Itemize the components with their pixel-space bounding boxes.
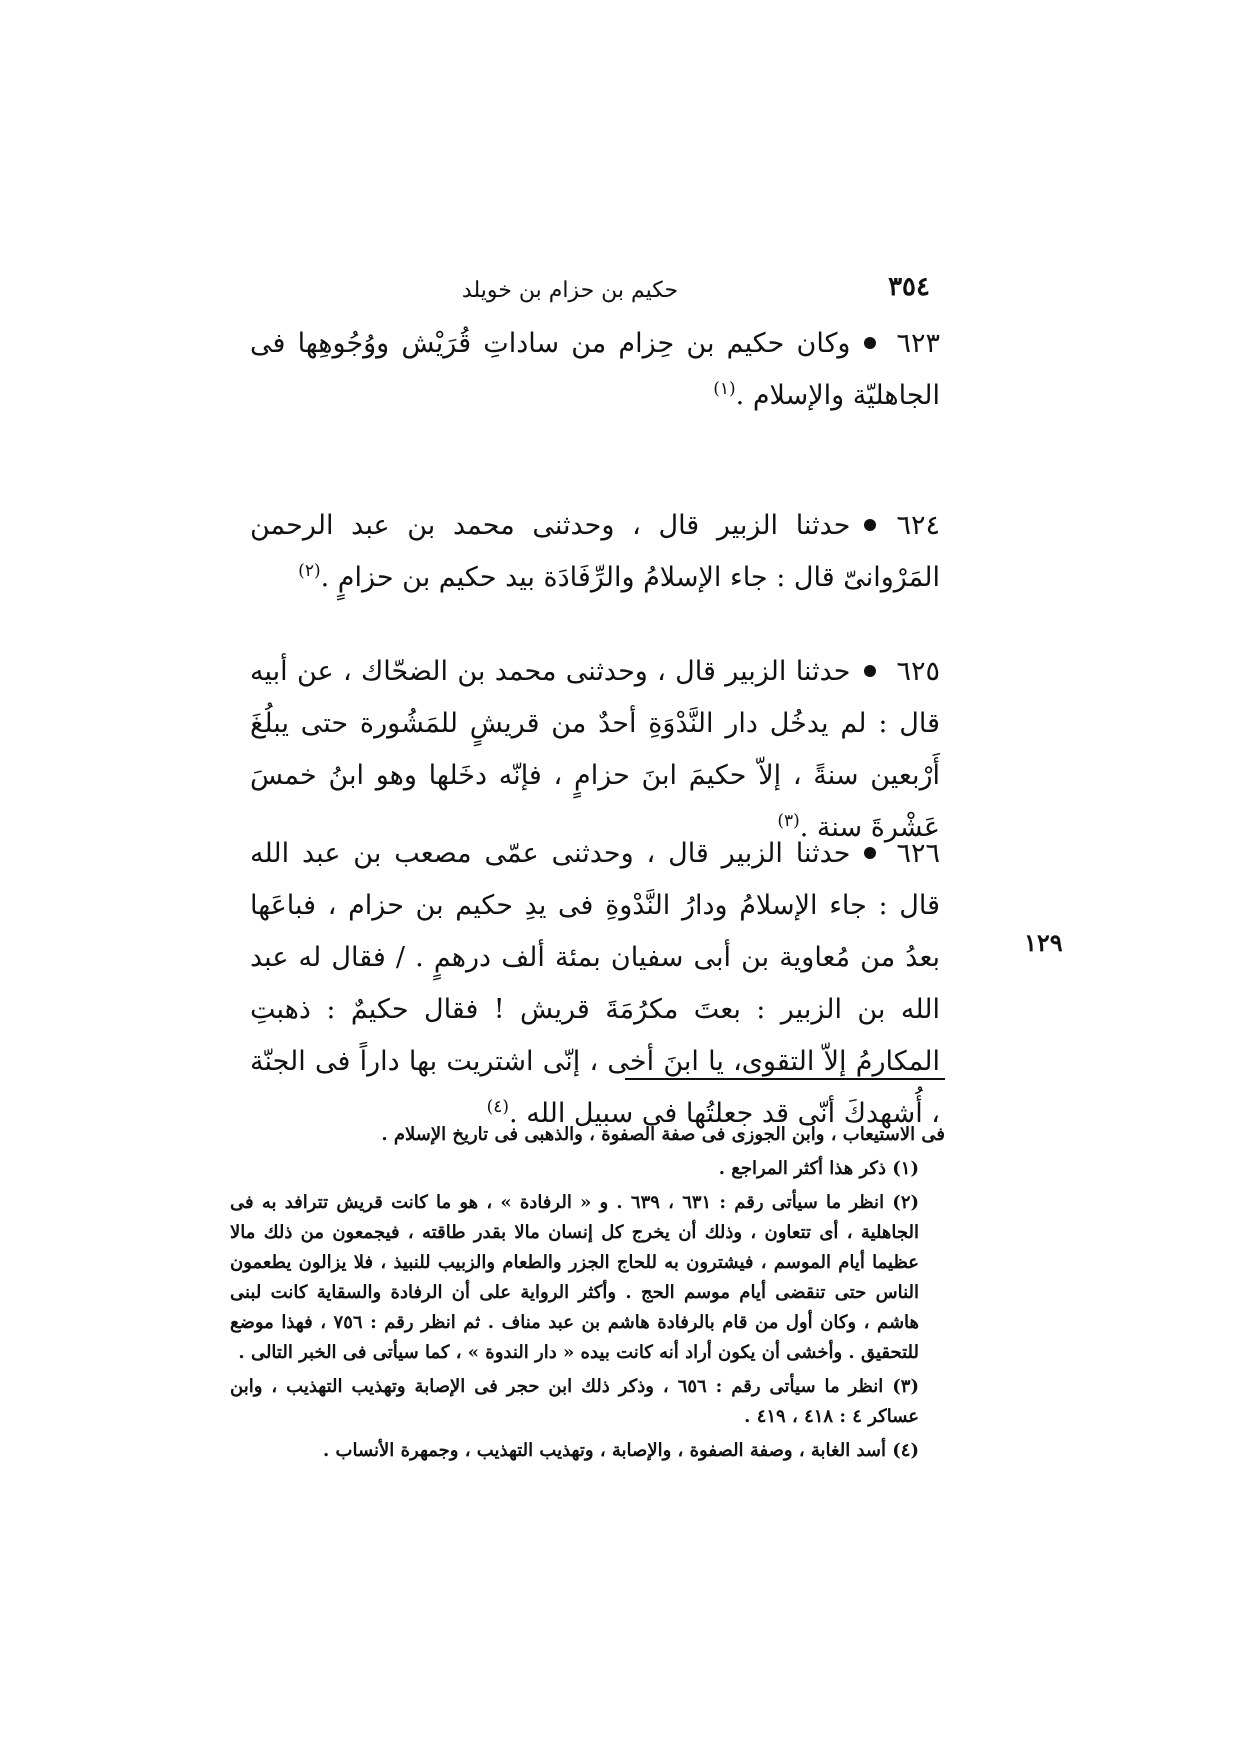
entry-624 [250, 500, 940, 604]
entry-number: ٦٢٣ [896, 328, 940, 359]
footnote: (٣) انظر ما سيأتى رقم : ٦٥٦ ، وذكر ذلك ابن حجر فى الإصابة وتهذيب التهذيب ، وابن عساكر ٤ : ٤١٨ ، ٤١٩ . [230, 1376, 919, 1427]
margin-folio-number: ١٢٩ [1024, 928, 1063, 957]
footnote-ref: (٣) [777, 811, 800, 831]
footnote-ref: (١) [713, 379, 736, 399]
entry-number: ٦٢٦ [896, 838, 940, 869]
page-number: ٣٥٤ [888, 272, 930, 302]
running-header-title: حكيم بن حزام بن خويلد [461, 278, 679, 303]
entry-number: ٦٢٤ [896, 510, 940, 541]
entry-number: ٦٢٥ [896, 656, 940, 687]
entry-626 [250, 828, 940, 1140]
entry-625 [250, 646, 940, 854]
footnote: (١) ذكر هذا أكثر المراجع . [718, 1158, 919, 1179]
entry-text: وكان حكيم بن حِزام من ساداتِ قُرَيْش ووُجُوهِها فى الجاهليّة والإسلام . [250, 328, 940, 411]
footnote: (٤) أسد الغابة ، وصفة الصفوة ، والإصابة ، وتهذيب التهذيب ، وجمهرة الأنساب . [323, 1440, 919, 1461]
bullet-icon [864, 665, 876, 677]
footnote: (٢) انظر ما سيأتى رقم : ٦٣١ ، ٦٣٩ . و « الرفادة » ، هو ما كانت قريش تترافد به فى الجاهلية ، أى تتعاون ، وذلك أن يخرج كل إنسان مالا بقدر طاقته ، فيجمعون من ذلك مالا عظيما أيام الموسم ، فيشترون به للحاج الجزر والطعام والزبيب للنبيذ ، فلا يزالون يطعمون الناس حتى تنقضى أيام موسم الحج . وأكثر الرواية على أن الرفادة والسقاية كانت لبنى هاشم ، وكان أول من قام بالرفادة هاشم بن عبد مناف . ثم انظر رقم : ٧٥٦ ، فهذا موضع للتحقيق . وأخشى أن يكون أراد أنه كانت بيده « دار الندوة » ، كما سيأتى فى الخبر التالى . [230, 1192, 920, 1363]
bullet-icon [864, 337, 876, 349]
footnote-ref: (٤) [486, 1097, 510, 1117]
footnote-divider [625, 1078, 945, 1080]
bullet-icon [864, 519, 876, 531]
bullet-icon [864, 847, 876, 859]
entry-623 [250, 318, 940, 422]
entry-text: حدثنا الزبير قال ، وحدثنى محمد بن عبد الرحمن المَرْوانىّ قال : جاء الإسلامُ والرِّفَادَة بيد حكيم بن حزامٍ . [250, 510, 940, 593]
footnote: فى الاستيعاب ، وابن الجوزى فى صفة الصفوة ، والذهبى فى تاريخ الإسلام . [381, 1124, 945, 1145]
footnotes [230, 1120, 945, 1470]
footnote-ref: (٢) [298, 561, 321, 581]
entry-text: حدثنا الزبير قال ، وحدثنى محمد بن الضحّاك ، عن أبيه قال : لم يدخُل دار النَّدْوَةِ أحدٌ من قريشٍ للمَشُورة حتى يبلُغَ أَرْبعين سنةً ، إلاّ حكيمَ ابنَ حزامٍ ، فإنّه دخَلها وهو ابنُ خمسَ عَشْرةَ سنة . [250, 656, 940, 843]
entry-text: حدثنا الزبير قال ، وحدثنى عمّى مصعب بن عبد الله قال : جاء الإسلامُ ودارُ النَّدْوةِ فى يدِ حكيم بن حزام ، فباعَها بعدُ من مُعاوية بن أبى سفيان بمئة ألف درهمٍ . / فقال له عبد الله بن الزبير : بعتَ مكرُمَةَ قريش ! فقال حكيمٌ : ذهبتِ المكارمُ إلاّ التقوى، يا ابنَ أخى ، إنّى اشتريت بها داراً فى الجنّة ، أُشهدكَ أنّى قد جعلتُها فى سبيل الله . [250, 838, 940, 1129]
